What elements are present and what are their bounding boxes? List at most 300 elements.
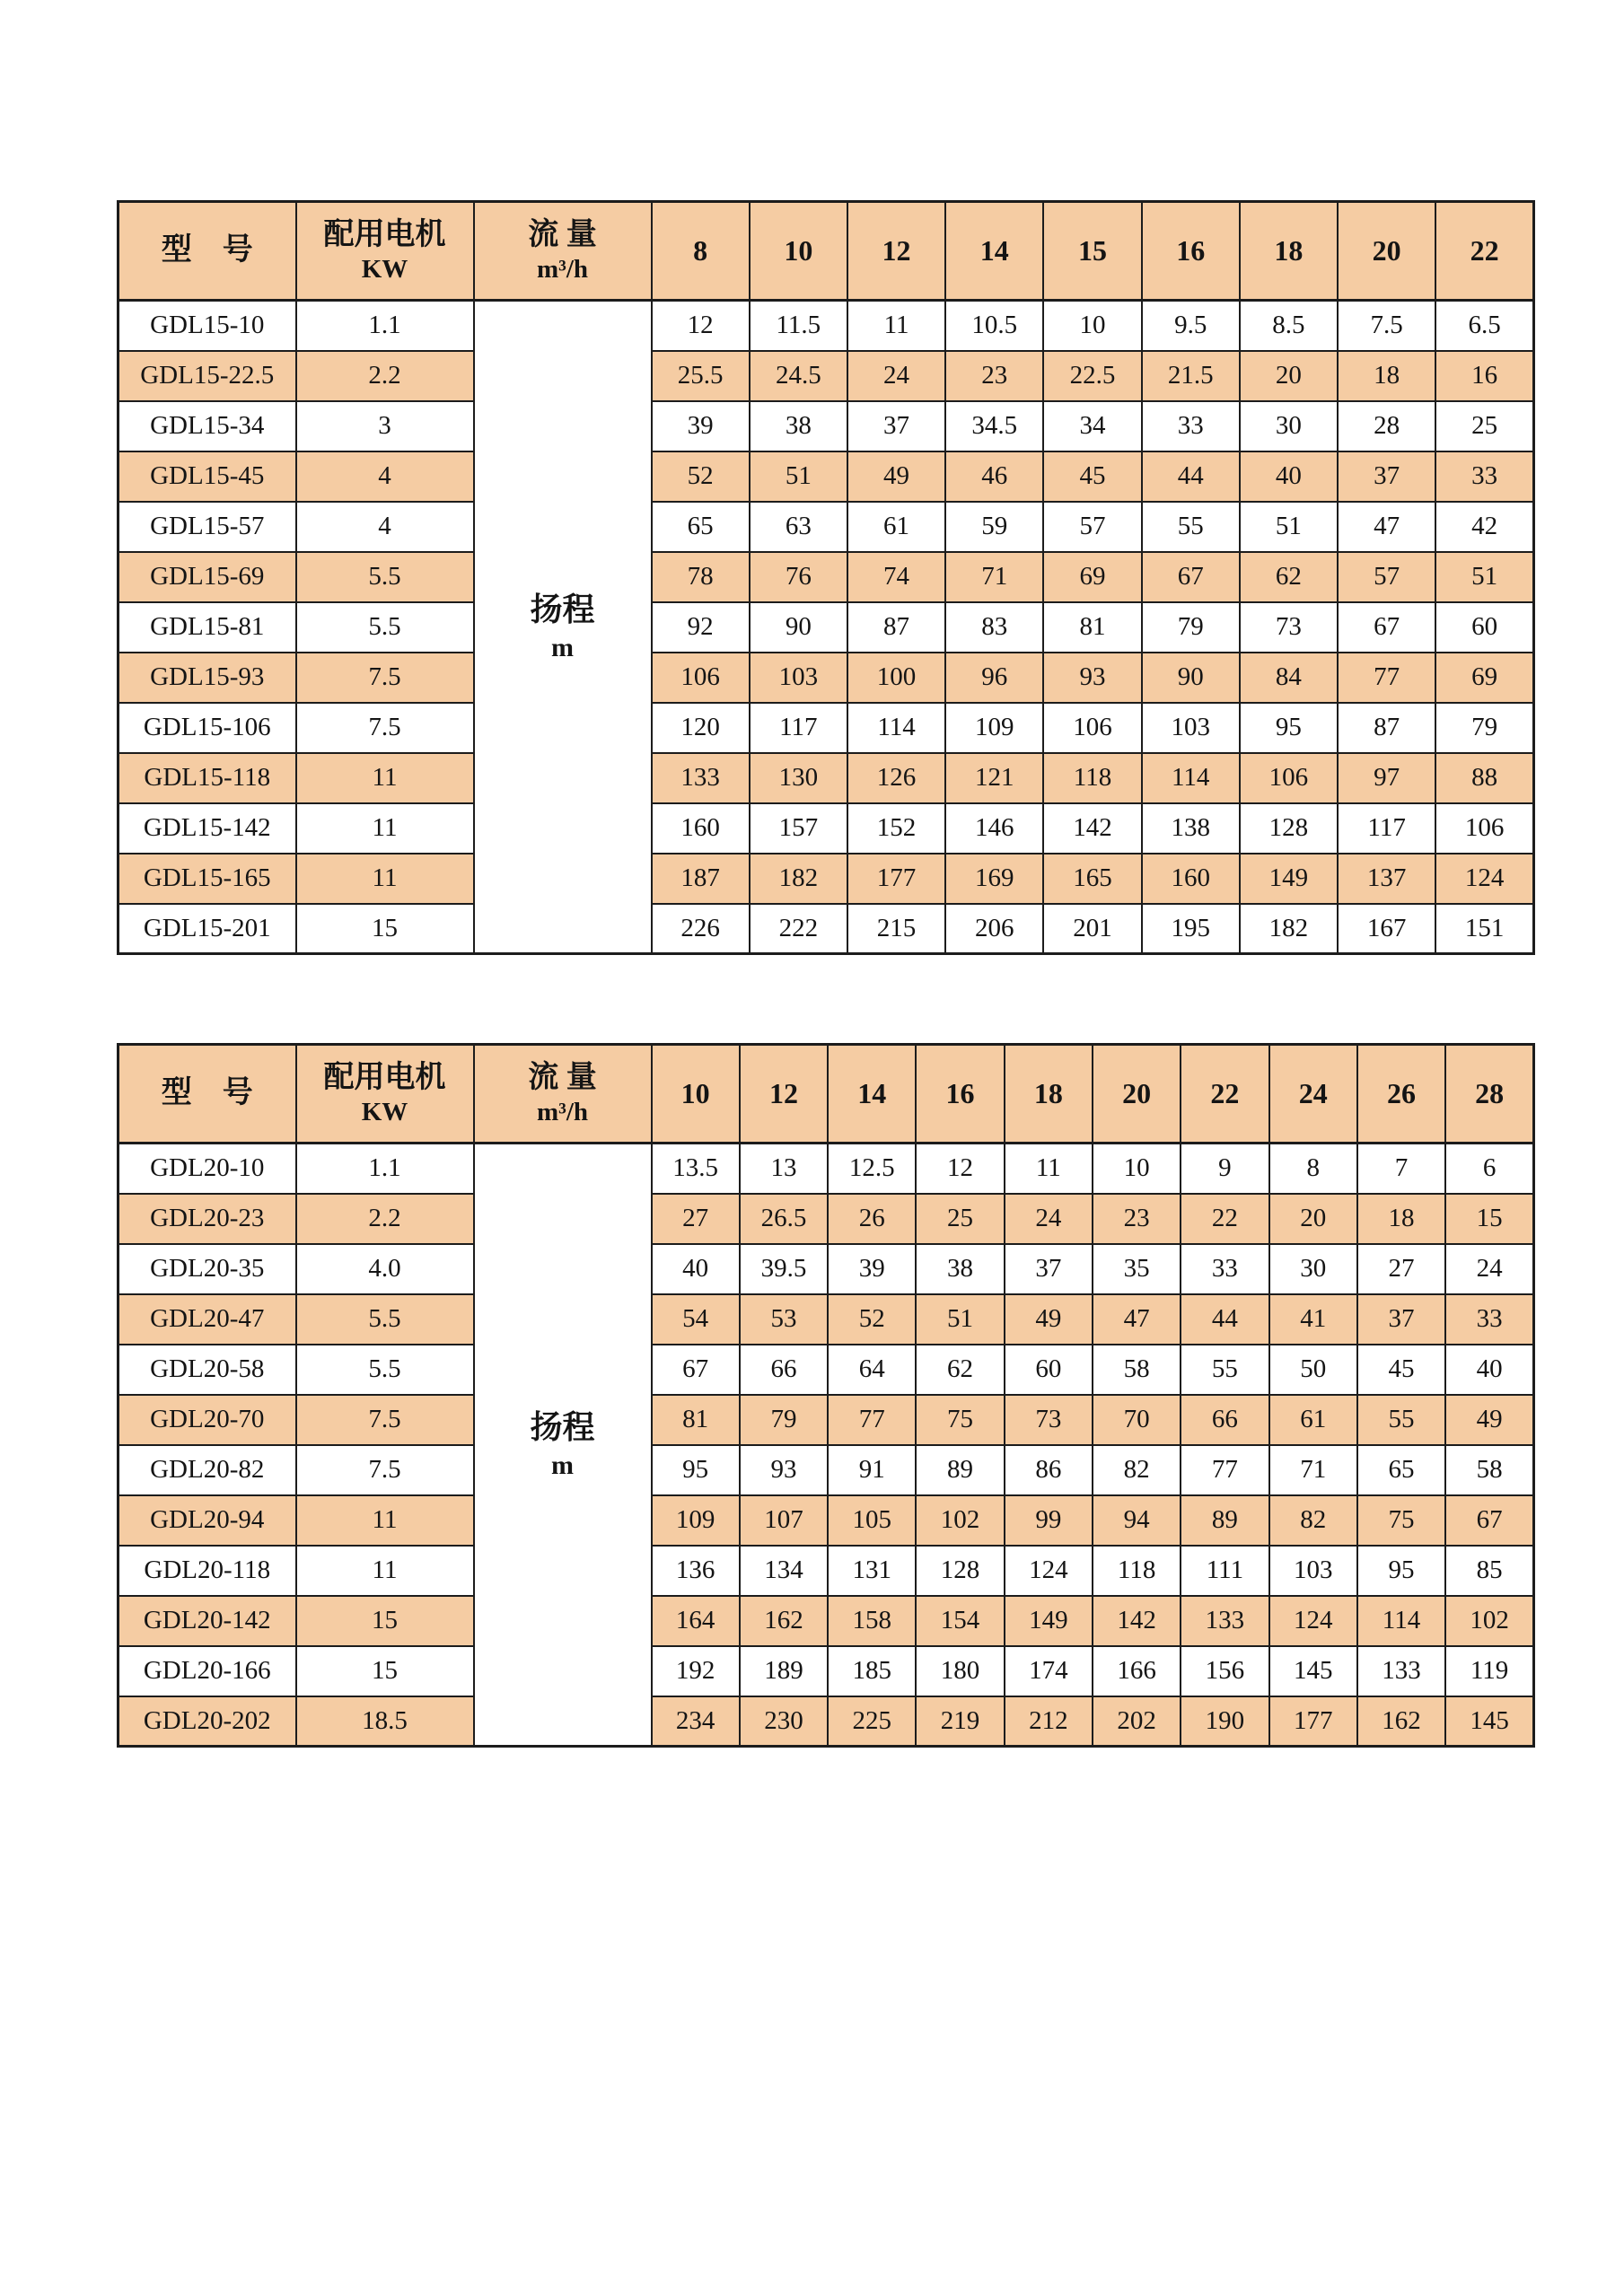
motor-kw-cell: 4.0 (296, 1244, 474, 1294)
head-value-cell: 23 (945, 351, 1043, 401)
head-value-cell: 59 (945, 502, 1043, 552)
table-row (119, 1194, 1534, 1244)
head-value-cell: 128 (916, 1546, 1004, 1596)
head-value-cell: 33 (1435, 451, 1533, 502)
model-cell: GDL15-34 (119, 401, 296, 451)
table-row (119, 1546, 1534, 1596)
motor-kw-cell: 5.5 (296, 602, 474, 653)
head-value-cell: 103 (750, 653, 847, 703)
head-value-cell: 27 (652, 1194, 740, 1244)
head-value-cell: 24.5 (750, 351, 847, 401)
table-row (119, 803, 1534, 854)
motor-kw-cell: 15 (296, 904, 474, 954)
table-row (119, 552, 1534, 602)
head-value-cell: 92 (652, 602, 750, 653)
head-value-cell: 38 (750, 401, 847, 451)
head-value-cell: 87 (847, 602, 945, 653)
head-value-cell: 91 (828, 1445, 916, 1495)
table-row (119, 301, 1534, 351)
head-value-cell: 201 (1043, 904, 1141, 954)
head-value-cell: 46 (945, 451, 1043, 502)
model-cell: GDL15-142 (119, 803, 296, 854)
head-value-cell: 174 (1005, 1646, 1093, 1696)
head-value-cell: 24 (847, 351, 945, 401)
model-cell: GDL15-69 (119, 552, 296, 602)
model-cell: GDL15-118 (119, 753, 296, 803)
head-value-cell: 49 (847, 451, 945, 502)
flow-value-header: 20 (1338, 202, 1435, 301)
head-value-cell: 47 (1338, 502, 1435, 552)
head-value-cell: 23 (1093, 1194, 1181, 1244)
head-value-cell: 51 (1240, 502, 1338, 552)
head-value-cell: 109 (945, 703, 1043, 753)
head-value-cell: 190 (1181, 1696, 1268, 1747)
head-value-cell: 52 (828, 1294, 916, 1345)
flow-value-header: 24 (1269, 1045, 1357, 1144)
head-value-cell: 37 (847, 401, 945, 451)
head-value-cell: 106 (1043, 703, 1141, 753)
model-cell: GDL20-142 (119, 1596, 296, 1646)
flow-rate-unit: m³/h (536, 1098, 589, 1127)
head-value-cell: 222 (750, 904, 847, 954)
model-cell: GDL20-10 (119, 1144, 296, 1194)
head-value-cell: 90 (750, 602, 847, 653)
head-merged-cell (474, 1144, 652, 1747)
head-value-cell: 128 (1240, 803, 1338, 854)
flow-value-header: 10 (652, 1045, 740, 1144)
head-value-cell: 11 (1005, 1144, 1093, 1194)
model-cell: GDL15-93 (119, 653, 296, 703)
head-value-cell: 6 (1445, 1144, 1533, 1194)
pump-table-gdl15 (117, 200, 1535, 955)
flow-value-header: 16 (1142, 202, 1240, 301)
head-value-cell: 152 (847, 803, 945, 854)
head-value-cell: 25 (1435, 401, 1533, 451)
head-value-cell: 88 (1435, 753, 1533, 803)
table-row (119, 451, 1534, 502)
head-value-cell: 57 (1338, 552, 1435, 602)
flow-value-header: 15 (1043, 202, 1141, 301)
motor-kw-cell: 7.5 (296, 653, 474, 703)
head-value-cell: 42 (1435, 502, 1533, 552)
flow-value-header: 18 (1005, 1045, 1093, 1144)
head-value-cell: 79 (1142, 602, 1240, 653)
head-value-cell: 51 (750, 451, 847, 502)
motor-kw-cell: 4 (296, 451, 474, 502)
motor-kw-cell: 2.2 (296, 1194, 474, 1244)
motor-kw-cell: 15 (296, 1646, 474, 1696)
flow-value-header: 12 (847, 202, 945, 301)
head-value-cell: 103 (1269, 1546, 1357, 1596)
head-value-cell: 16 (1435, 351, 1533, 401)
flow-rate-column-header (474, 1045, 652, 1144)
head-value-cell: 118 (1043, 753, 1141, 803)
motor-kw-cell: 18.5 (296, 1696, 474, 1747)
head-value-cell: 182 (1240, 904, 1338, 954)
head-value-cell: 58 (1445, 1445, 1533, 1495)
table-row (119, 401, 1534, 451)
head-value-cell: 55 (1181, 1345, 1268, 1395)
head-value-cell: 142 (1043, 803, 1141, 854)
head-value-cell: 67 (652, 1345, 740, 1395)
head-value-cell: 206 (945, 904, 1043, 954)
head-value-cell: 74 (847, 552, 945, 602)
head-value-cell: 33 (1445, 1294, 1533, 1345)
head-value-cell: 234 (652, 1696, 740, 1747)
head-value-cell: 7 (1357, 1144, 1445, 1194)
table-row (119, 904, 1534, 954)
head-value-cell: 95 (1357, 1546, 1445, 1596)
motor-power-label: 配用电机 (323, 217, 446, 251)
head-value-cell: 151 (1435, 904, 1533, 954)
head-value-cell: 76 (750, 552, 847, 602)
head-value-cell: 192 (652, 1646, 740, 1696)
table-row (119, 351, 1534, 401)
head-value-cell: 24 (1005, 1194, 1093, 1244)
head-value-cell: 137 (1338, 854, 1435, 904)
head-value-cell: 53 (740, 1294, 828, 1345)
head-value-cell: 51 (1435, 552, 1533, 602)
head-value-cell: 69 (1435, 653, 1533, 703)
head-value-cell: 160 (652, 803, 750, 854)
flow-value-header: 26 (1357, 1045, 1445, 1144)
head-value-cell: 37 (1357, 1294, 1445, 1345)
head-value-cell: 77 (828, 1395, 916, 1445)
motor-kw-cell: 11 (296, 1495, 474, 1546)
head-value-cell: 114 (1357, 1596, 1445, 1646)
motor-kw-cell: 11 (296, 1546, 474, 1596)
head-value-cell: 21.5 (1142, 351, 1240, 401)
head-value-cell: 107 (740, 1495, 828, 1546)
head-value-cell: 71 (945, 552, 1043, 602)
head-value-cell: 78 (652, 552, 750, 602)
head-value-cell: 8 (1269, 1144, 1357, 1194)
table-row (119, 1696, 1534, 1747)
head-value-cell: 169 (945, 854, 1043, 904)
head-value-cell: 64 (828, 1345, 916, 1395)
head-value-cell: 20 (1269, 1194, 1357, 1244)
head-value-cell: 185 (828, 1646, 916, 1696)
head-value-cell: 83 (945, 602, 1043, 653)
head-value-cell: 93 (1043, 653, 1141, 703)
head-value-cell: 51 (916, 1294, 1004, 1345)
table-row (119, 854, 1534, 904)
model-cell: GDL20-70 (119, 1395, 296, 1445)
table-row (119, 1495, 1534, 1546)
head-value-cell: 79 (740, 1395, 828, 1445)
motor-kw-cell: 7.5 (296, 703, 474, 753)
head-value-cell: 45 (1357, 1345, 1445, 1395)
head-value-cell: 212 (1005, 1696, 1093, 1747)
head-value-cell: 24 (1445, 1244, 1533, 1294)
head-value-cell: 124 (1269, 1596, 1357, 1646)
head-value-cell: 41 (1269, 1294, 1357, 1345)
head-value-cell: 65 (1357, 1445, 1445, 1495)
head-value-cell: 7.5 (1338, 301, 1435, 351)
head-value-cell: 73 (1240, 602, 1338, 653)
head-value-cell: 27 (1357, 1244, 1445, 1294)
flow-value-header: 10 (750, 202, 847, 301)
head-value-cell: 99 (1005, 1495, 1093, 1546)
head-value-cell: 70 (1093, 1395, 1181, 1445)
model-cell: GDL20-35 (119, 1244, 296, 1294)
head-value-cell: 133 (1357, 1646, 1445, 1696)
head-value-cell: 47 (1093, 1294, 1181, 1345)
head-value-cell: 94 (1093, 1495, 1181, 1546)
head-value-cell: 65 (652, 502, 750, 552)
flow-rate-label: 流 量 (528, 217, 597, 251)
model-cell: GDL15-106 (119, 703, 296, 753)
head-value-cell: 82 (1269, 1495, 1357, 1546)
head-value-cell: 97 (1338, 753, 1435, 803)
head-value-cell: 30 (1269, 1244, 1357, 1294)
header-row (119, 202, 1534, 301)
head-value-cell: 60 (1435, 602, 1533, 653)
head-value-cell: 75 (916, 1395, 1004, 1445)
head-value-cell: 40 (652, 1244, 740, 1294)
head-value-cell: 164 (652, 1596, 740, 1646)
model-column-header (119, 202, 296, 301)
head-value-cell: 33 (1181, 1244, 1268, 1294)
model-cell: GDL15-57 (119, 502, 296, 552)
head-value-cell: 106 (1435, 803, 1533, 854)
head-value-cell: 133 (652, 753, 750, 803)
head-value-cell: 75 (1357, 1495, 1445, 1546)
head-value-cell: 156 (1181, 1646, 1268, 1696)
head-value-cell: 50 (1269, 1345, 1357, 1395)
table-row (119, 1144, 1534, 1194)
head-value-cell: 57 (1043, 502, 1141, 552)
head-value-cell: 89 (1181, 1495, 1268, 1546)
head-value-cell: 9.5 (1142, 301, 1240, 351)
head-value-cell: 15 (1445, 1194, 1533, 1244)
head-value-cell: 12 (916, 1144, 1004, 1194)
head-value-cell: 81 (1043, 602, 1141, 653)
model-column-header (119, 1045, 296, 1144)
head-value-cell: 55 (1142, 502, 1240, 552)
model-cell: GDL15-22.5 (119, 351, 296, 401)
head-value-cell: 61 (1269, 1395, 1357, 1445)
head-value-cell: 117 (750, 703, 847, 753)
pump-table-gdl20 (117, 1043, 1535, 1748)
head-value-cell: 26.5 (740, 1194, 828, 1244)
head-value-cell: 177 (1269, 1696, 1357, 1747)
head-value-cell: 154 (916, 1596, 1004, 1646)
head-value-cell: 49 (1005, 1294, 1093, 1345)
head-value-cell: 18 (1357, 1194, 1445, 1244)
head-value-cell: 87 (1338, 703, 1435, 753)
head-value-cell: 105 (828, 1495, 916, 1546)
motor-power-column-header (296, 1045, 474, 1144)
head-value-cell: 215 (847, 904, 945, 954)
head-value-cell: 103 (1142, 703, 1240, 753)
head-value-cell: 77 (1338, 653, 1435, 703)
head-value-cell: 111 (1181, 1546, 1268, 1596)
flow-value-header: 14 (945, 202, 1043, 301)
model-cell: GDL20-94 (119, 1495, 296, 1546)
motor-power-column-header (296, 202, 474, 301)
motor-kw-cell: 7.5 (296, 1395, 474, 1445)
head-value-cell: 35 (1093, 1244, 1181, 1294)
head-value-cell: 54 (652, 1294, 740, 1345)
head-value-cell: 67 (1338, 602, 1435, 653)
head-value-cell: 61 (847, 502, 945, 552)
head-value-cell: 66 (1181, 1395, 1268, 1445)
motor-kw-cell: 11 (296, 803, 474, 854)
model-cell: GDL20-23 (119, 1194, 296, 1244)
model-column-label: 型 号 (161, 1076, 253, 1110)
head-value-cell: 37 (1338, 451, 1435, 502)
head-value-cell: 71 (1269, 1445, 1357, 1495)
table-row (119, 502, 1534, 552)
head-value-cell: 119 (1445, 1646, 1533, 1696)
head-value-cell: 22 (1181, 1194, 1268, 1244)
head-value-cell: 60 (1005, 1345, 1093, 1395)
table-row (119, 1596, 1534, 1646)
flow-value-header: 18 (1240, 202, 1338, 301)
head-value-cell: 145 (1445, 1696, 1533, 1747)
head-value-cell: 8.5 (1240, 301, 1338, 351)
flow-value-header: 22 (1435, 202, 1533, 301)
table-row (119, 602, 1534, 653)
head-value-cell: 39 (652, 401, 750, 451)
head-value-cell: 44 (1181, 1294, 1268, 1345)
model-cell: GDL20-118 (119, 1546, 296, 1596)
head-value-cell: 126 (847, 753, 945, 803)
head-label: 扬程 (530, 1408, 595, 1445)
head-value-cell: 145 (1269, 1646, 1357, 1696)
motor-kw-cell: 11 (296, 854, 474, 904)
model-cell: GDL15-201 (119, 904, 296, 954)
head-value-cell: 44 (1142, 451, 1240, 502)
head-value-cell: 180 (916, 1646, 1004, 1696)
head-merged-cell (474, 301, 652, 954)
head-value-cell: 225 (828, 1696, 916, 1747)
head-value-cell: 182 (750, 854, 847, 904)
head-value-cell: 114 (1142, 753, 1240, 803)
head-value-cell: 187 (652, 854, 750, 904)
head-value-cell: 131 (828, 1546, 916, 1596)
head-value-cell: 81 (652, 1395, 740, 1445)
table-row (119, 1244, 1534, 1294)
head-value-cell: 85 (1445, 1546, 1533, 1596)
head-value-cell: 18 (1338, 351, 1435, 401)
motor-kw-cell: 2.2 (296, 351, 474, 401)
head-value-cell: 124 (1435, 854, 1533, 904)
head-value-cell: 106 (652, 653, 750, 703)
head-label: 扬程 (530, 591, 595, 627)
head-value-cell: 146 (945, 803, 1043, 854)
table-row (119, 653, 1534, 703)
head-value-cell: 177 (847, 854, 945, 904)
head-value-cell: 62 (916, 1345, 1004, 1395)
head-value-cell: 62 (1240, 552, 1338, 602)
model-cell: GDL20-202 (119, 1696, 296, 1747)
head-value-cell: 93 (740, 1445, 828, 1495)
motor-power-label: 配用电机 (323, 1060, 446, 1094)
flow-value-header: 28 (1445, 1045, 1533, 1144)
table-row (119, 753, 1534, 803)
motor-kw-cell: 1.1 (296, 1144, 474, 1194)
head-value-cell: 55 (1357, 1395, 1445, 1445)
head-value-cell: 10 (1093, 1144, 1181, 1194)
head-value-cell: 138 (1142, 803, 1240, 854)
head-value-cell: 106 (1240, 753, 1338, 803)
motor-power-unit: KW (361, 255, 408, 285)
head-value-cell: 63 (750, 502, 847, 552)
motor-kw-cell: 5.5 (296, 552, 474, 602)
table-row (119, 703, 1534, 753)
head-value-cell: 124 (1005, 1546, 1093, 1596)
model-cell: GDL20-47 (119, 1294, 296, 1345)
head-value-cell: 39 (828, 1244, 916, 1294)
header-row (119, 1045, 1534, 1144)
head-value-cell: 26 (828, 1194, 916, 1244)
table-row (119, 1345, 1534, 1395)
head-value-cell: 67 (1445, 1495, 1533, 1546)
head-value-cell: 95 (652, 1445, 740, 1495)
head-value-cell: 219 (916, 1696, 1004, 1747)
head-value-cell: 118 (1093, 1546, 1181, 1596)
head-value-cell: 82 (1093, 1445, 1181, 1495)
motor-kw-cell: 15 (296, 1596, 474, 1646)
head-value-cell: 167 (1338, 904, 1435, 954)
head-value-cell: 162 (1357, 1696, 1445, 1747)
head-value-cell: 134 (740, 1546, 828, 1596)
head-value-cell: 12 (652, 301, 750, 351)
flow-value-header: 12 (740, 1045, 828, 1144)
flow-value-header: 20 (1093, 1045, 1181, 1144)
head-value-cell: 52 (652, 451, 750, 502)
head-value-cell: 38 (916, 1244, 1004, 1294)
head-value-cell: 120 (652, 703, 750, 753)
flow-value-header: 8 (652, 202, 750, 301)
head-value-cell: 95 (1240, 703, 1338, 753)
head-value-cell: 96 (945, 653, 1043, 703)
flow-rate-column-header (474, 202, 652, 301)
flow-rate-unit: m³/h (536, 255, 589, 285)
table-row (119, 1294, 1534, 1345)
head-value-cell: 102 (1445, 1596, 1533, 1646)
head-value-cell: 37 (1005, 1244, 1093, 1294)
head-value-cell: 165 (1043, 854, 1141, 904)
head-value-cell: 133 (1181, 1596, 1268, 1646)
head-unit: m (551, 633, 574, 663)
head-value-cell: 121 (945, 753, 1043, 803)
head-value-cell: 109 (652, 1495, 740, 1546)
table-row (119, 1646, 1534, 1696)
head-value-cell: 30 (1240, 401, 1338, 451)
head-value-cell: 230 (740, 1696, 828, 1747)
head-value-cell: 22.5 (1043, 351, 1141, 401)
head-value-cell: 158 (828, 1596, 916, 1646)
head-value-cell: 69 (1043, 552, 1141, 602)
model-cell: GDL15-10 (119, 301, 296, 351)
head-unit: m (551, 1450, 574, 1481)
motor-kw-cell: 11 (296, 753, 474, 803)
motor-kw-cell: 5.5 (296, 1345, 474, 1395)
motor-power-unit: KW (361, 1098, 408, 1127)
head-value-cell: 11 (847, 301, 945, 351)
head-value-cell: 90 (1142, 653, 1240, 703)
head-value-cell: 39.5 (740, 1244, 828, 1294)
head-value-cell: 25 (916, 1194, 1004, 1244)
head-value-cell: 149 (1240, 854, 1338, 904)
model-cell: GDL20-166 (119, 1646, 296, 1696)
head-value-cell: 13 (740, 1144, 828, 1194)
head-value-cell: 40 (1445, 1345, 1533, 1395)
model-cell: GDL15-45 (119, 451, 296, 502)
